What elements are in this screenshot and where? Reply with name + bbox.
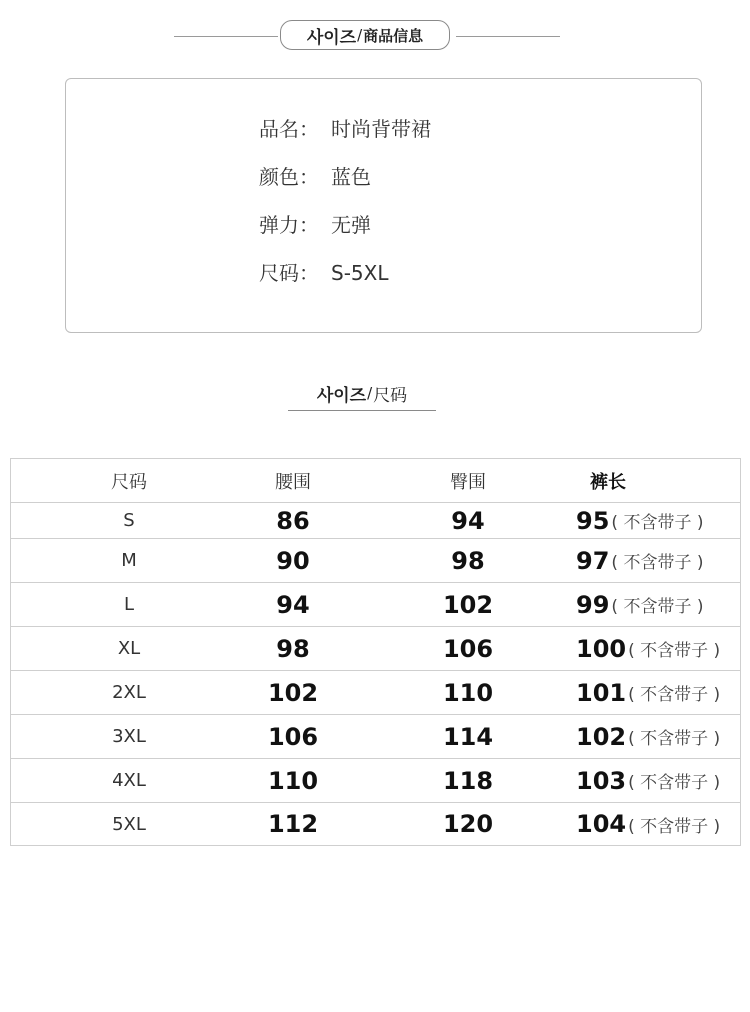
header-korean-text: 사이즈 — [306, 27, 357, 48]
hip-cell: 102 — [442, 590, 494, 619]
waist-cell: 102 — [267, 678, 319, 707]
length-cell — [576, 627, 742, 670]
size-cell: 4XL — [112, 770, 146, 791]
table-row — [11, 803, 740, 845]
length-cell — [576, 539, 742, 582]
size-cell: M — [121, 550, 137, 571]
column-header-size: 尺码 — [111, 471, 147, 493]
table-row — [11, 503, 740, 539]
info-label: 弹力： — [259, 213, 319, 237]
length-cell — [576, 583, 742, 626]
length-value: 95 — [576, 506, 610, 535]
column-header-length: 裤长 — [590, 471, 626, 493]
table-row — [11, 539, 740, 583]
info-label: 品名： — [259, 117, 319, 141]
info-value: S-5XL — [331, 261, 389, 285]
info-value: 无弹 — [331, 213, 371, 237]
size-cell: S — [123, 510, 135, 531]
size-cell: 5XL — [112, 813, 146, 835]
table-row — [11, 583, 740, 627]
header-divider-left — [174, 36, 278, 37]
info-row-size — [259, 257, 388, 286]
column-header-length-cell — [576, 459, 742, 502]
table-row — [11, 671, 740, 715]
header-chinese-text: 商品信息 — [363, 26, 424, 45]
waist-cell: 110 — [267, 766, 319, 795]
length-note: ( 不含带子 ) — [628, 773, 721, 793]
info-row-name — [259, 113, 431, 142]
table-row — [11, 627, 740, 671]
length-note: ( 不含带子 ) — [611, 597, 704, 617]
length-value: 100 — [576, 634, 627, 663]
product-info-header — [280, 20, 450, 50]
hip-cell: 114 — [442, 722, 494, 751]
length-value: 103 — [576, 766, 627, 795]
length-note: ( 不含带子 ) — [628, 641, 721, 661]
info-value: 时尚背带裙 — [331, 117, 431, 141]
header-korean-text: 사이즈 — [316, 385, 367, 406]
length-note: ( 不含带子 ) — [628, 729, 721, 749]
hip-cell: 118 — [442, 766, 494, 795]
header-divider-right — [456, 36, 560, 37]
waist-cell: 86 — [276, 506, 310, 535]
length-value: 101 — [576, 678, 627, 707]
waist-cell: 106 — [267, 722, 319, 751]
size-cell: XL — [117, 638, 141, 659]
size-cell: 3XL — [112, 726, 146, 747]
length-cell — [576, 715, 742, 758]
length-cell — [576, 759, 742, 802]
length-cell — [576, 503, 742, 538]
length-cell — [576, 803, 742, 845]
product-info-box — [65, 78, 702, 333]
waist-cell: 112 — [267, 810, 319, 838]
info-label: 颜色： — [259, 165, 319, 189]
size-chart-header — [288, 376, 436, 411]
info-value: 蓝色 — [331, 165, 371, 189]
hip-cell: 110 — [442, 678, 494, 707]
length-value: 102 — [576, 722, 627, 751]
size-table — [10, 458, 741, 846]
hip-cell: 98 — [451, 546, 485, 575]
header-separator: / — [357, 26, 363, 44]
info-row-elasticity — [259, 209, 371, 238]
column-header-waist: 腰围 — [275, 471, 311, 493]
size-cell: 2XL — [112, 682, 146, 703]
info-row-color — [259, 161, 371, 190]
hip-cell: 106 — [442, 634, 494, 663]
length-value: 104 — [576, 810, 627, 838]
table-header-row — [11, 459, 740, 503]
length-cell — [576, 671, 742, 714]
length-value: 97 — [576, 546, 610, 575]
hip-cell: 94 — [451, 506, 485, 535]
table-row — [11, 715, 740, 759]
length-note: ( 不含带子 ) — [611, 553, 704, 573]
hip-cell: 120 — [442, 810, 494, 838]
header-separator: / — [367, 384, 373, 402]
waist-cell: 98 — [276, 634, 310, 663]
waist-cell: 94 — [276, 590, 310, 619]
size-cell: L — [123, 594, 135, 615]
length-note: ( 不含带子 ) — [628, 685, 721, 705]
column-header-hip: 臀围 — [450, 471, 486, 493]
info-label: 尺码： — [259, 261, 319, 285]
waist-cell: 90 — [276, 546, 310, 575]
header-chinese-text: 尺码 — [373, 385, 408, 406]
table-row — [11, 759, 740, 803]
length-note: ( 不含带子 ) — [628, 816, 721, 837]
length-note: ( 不含带子 ) — [611, 513, 704, 533]
length-value: 99 — [576, 590, 610, 619]
